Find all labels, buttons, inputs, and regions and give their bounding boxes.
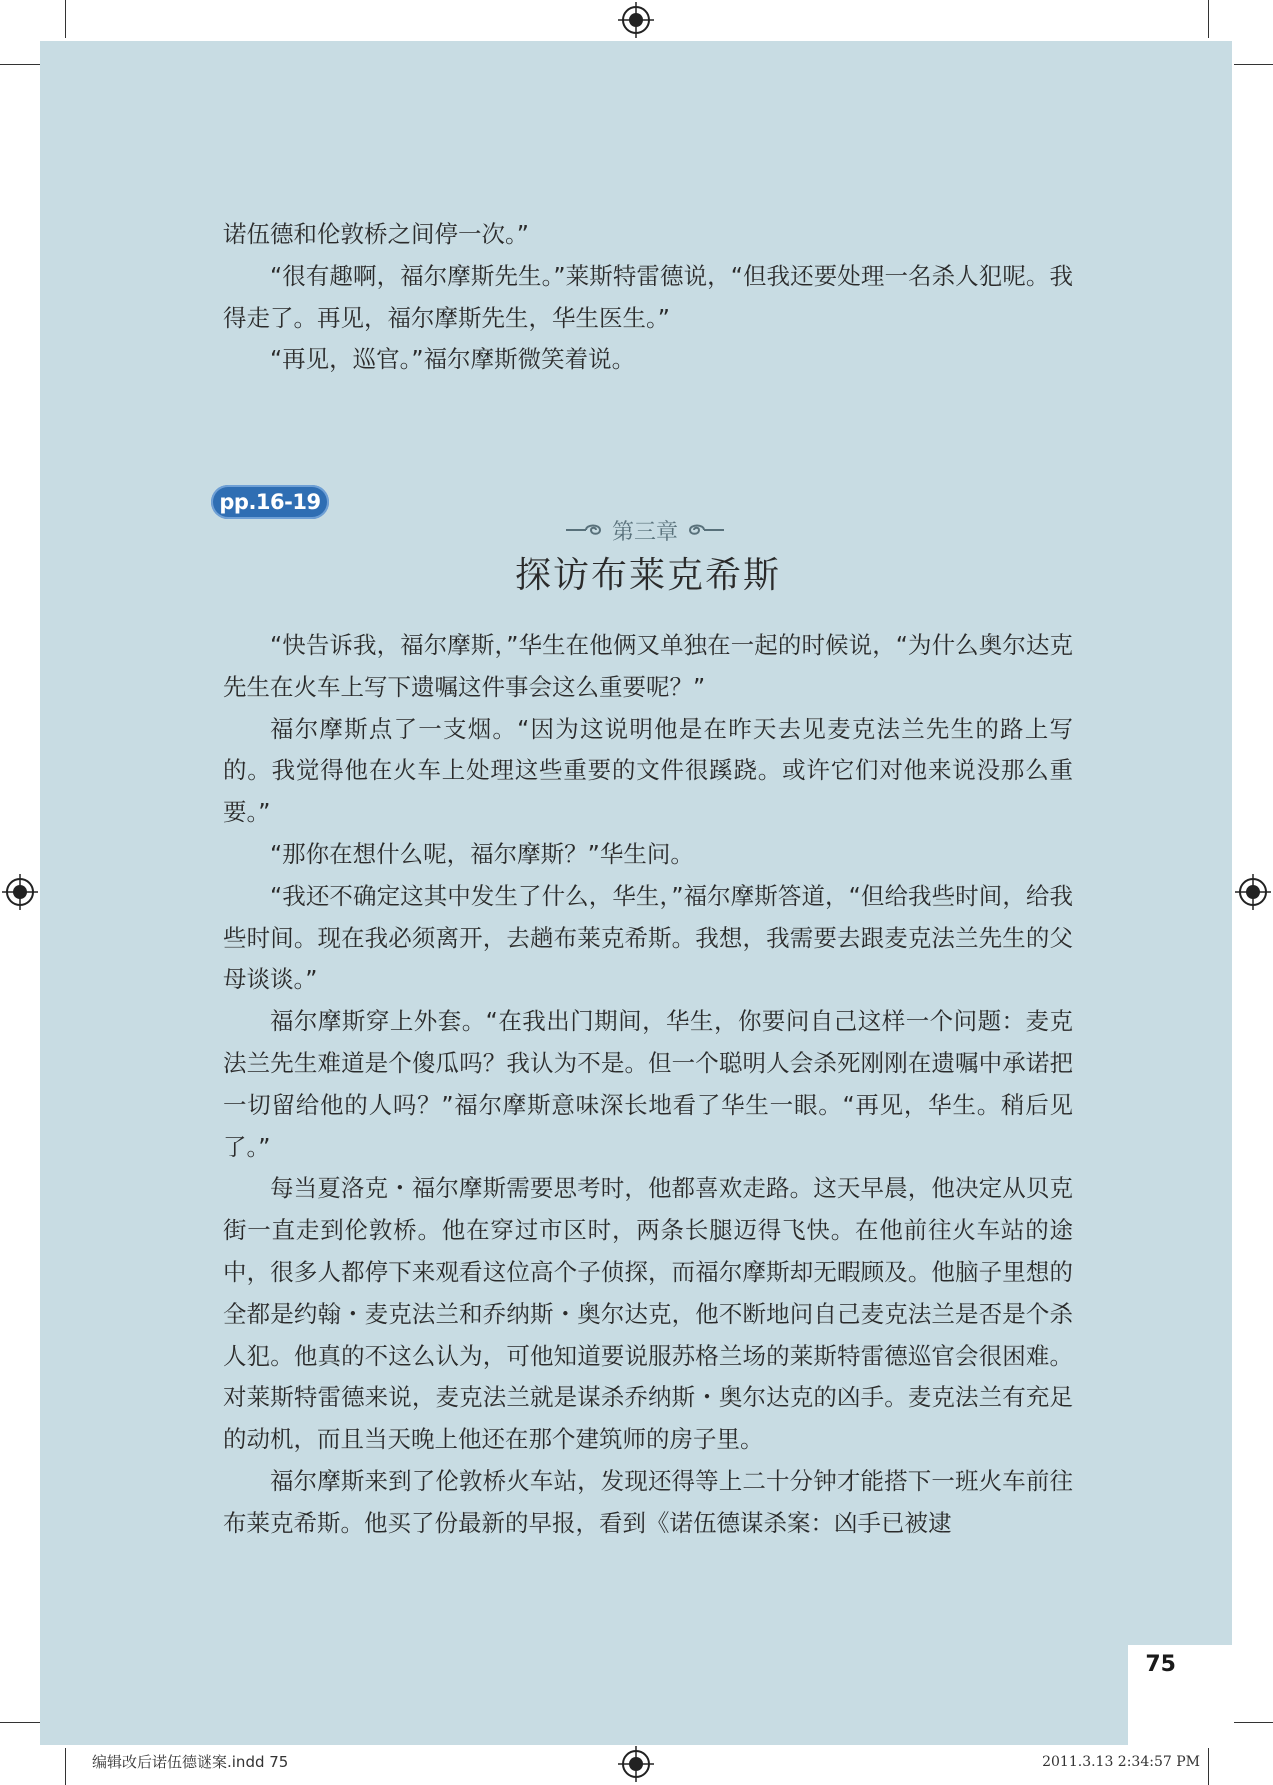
paragraph: 福尔摩斯来到了伦敦桥火车站，发现还得等上二十分钟才能搭下一班火车前往布莱克希斯。他买了份最新的早报，看到《诺伍德谋杀案：凶手已被逮	[223, 1466, 1073, 1537]
scroll-ornament-icon	[564, 522, 604, 538]
crop-mark	[1234, 1722, 1273, 1723]
paragraph: “再见，巡官。”福尔摩斯微笑着说。	[270, 345, 636, 374]
top-body-text	[223, 214, 1073, 381]
chapter-number: 第三章	[611, 519, 678, 545]
paragraph: “那你在想什么呢，福尔摩斯？”华生问。	[270, 839, 694, 868]
paragraph: “我还不确定这其中发生了什么，华生，”福尔摩斯答道，“但给我些时间，给我些时间。现在我必须离开，去趟布莱克希斯。我想，我需要去跟麦克法兰先生的父母谈谈。”	[223, 881, 1073, 994]
chapter-label	[553, 510, 737, 550]
crop-mark	[65, 0, 66, 38]
footer-timestamp: 2011.3.13 2:34:57 PM	[1042, 1754, 1200, 1770]
footer-file-info: 编辑改后诺伍德谜案.indd 75	[92, 1753, 289, 1771]
crop-mark	[1234, 64, 1273, 65]
chapter-title: 探访布莱克希斯	[514, 555, 781, 596]
crop-mark	[1208, 1748, 1209, 1785]
registration-mark-icon	[618, 1746, 654, 1782]
section-tag: pp.16-19	[211, 485, 329, 519]
paragraph: 福尔摩斯点了一支烟。“因为这说明他是在昨天去见麦克法兰先生的路上写的。我觉得他在火车上处理这些重要的文件很蹊跷。或许它们对他来说没那么重要。”	[223, 714, 1073, 827]
page-number: 75	[1145, 1652, 1176, 1677]
crop-mark	[0, 1722, 40, 1723]
paragraph: “快告诉我，福尔摩斯，”华生在他俩又单独在一起的时候说，“为什么奥尔达克先生在火车上写下遗嘱这件事会这么重要呢？”	[223, 631, 1073, 701]
crop-mark	[0, 64, 40, 65]
crop-mark	[1208, 0, 1209, 38]
crop-mark	[65, 1748, 66, 1785]
paragraph: 每当夏洛克・福尔摩斯需要思考时，他都喜欢走路。这天早晨，他决定从贝克街一直走到伦敦桥。他在穿过市区时，两条长腿迈得飞快。在他前往火车站的途中，很多人都停下来观看这位高个子侦探，而福尔摩斯却无暇顾及。他脑子里想的全都是约翰・麦克法兰和乔纳斯・奥尔达克，他不断地问自己麦克法兰是否是个杀人犯。他真的不这么认为，可他知道要说服苏格兰场的莱斯特雷德巡官会很困难。对莱斯特雷德来说，麦克法兰就是谋杀乔纳斯・奥尔达克的凶手。麦克法兰有充足的动机，而且当天晚上他还在那个建筑师的房子里。	[223, 1174, 1073, 1454]
paragraph: “很有趣啊，福尔摩斯先生。”莱斯特雷德说，“但我还要处理一名杀人犯呢。我得走了。再见，福尔摩斯先生，华生医生。”	[223, 261, 1073, 332]
paragraph: 诺伍德和伦敦桥之间停一次。”	[223, 220, 529, 248]
registration-mark-icon	[1235, 874, 1271, 910]
scroll-ornament-icon	[686, 522, 726, 538]
registration-mark-icon	[2, 874, 38, 910]
chapter-body-text	[223, 625, 1073, 1545]
registration-mark-icon	[618, 2, 654, 38]
paragraph: 福尔摩斯穿上外套。“在我出门期间，华生，你要问自己这样一个问题：麦克法兰先生难道是个傻瓜吗？我认为不是。但一个聪明人会杀死刚刚在遗嘱中承诺把一切留给他的人吗？”福尔摩斯意味深长地看了华生一眼。“再见，华生。稍后见了。”	[223, 1007, 1073, 1161]
